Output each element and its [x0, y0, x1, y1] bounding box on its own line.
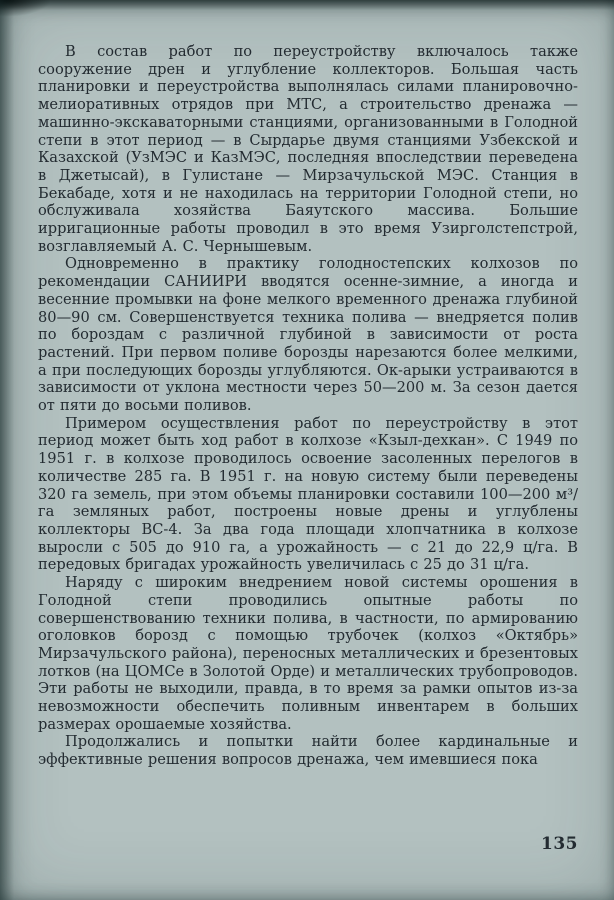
paragraph: Одновременно в практику голодностепских колхозов по рекомендации САНИИРИ вводятся осенне-зимние, а иногда и весенние промывки на фоне мелкого временного дренажа глубиной 80—90 см. Совершенствуется техника полива — внедряется полив по бороздам с различной глубиной в зависимости от роста растений. При первом поливе борозды нарезаются более мелкими, а при последующих борозды углубляются. Ок-арыки устраиваются в зависимости от уклона местности через 50—200 м. За сезон дается от пяти до восьми поливов.	[38, 255, 578, 415]
paragraph: В состав работ по переустройству включалось также сооружение дрен и углубление коллекторов. Большая часть планировки и переустройства выполнялась силами планировочно-мелиоративных отрядов при МТС, а строительство дренажа — машинно-экскаваторными станциями, организованными в Голодной степи в этот период — в Сырдарье двумя станциями Узбекской и Казахской (УзМЭС и КазМЭС, последняя впоследствии переведена в Джетысай), в Гулистане — Мирзачульской МЭС. Станция в Бекабаде, хотя и не находилась на территории Голодной степи, но обслуживала хозяйства Баяутского массива. Большие ирригационные работы проводил в это время Узирголстепстрой, возглавляемый А. С. Чернышевым.	[38, 43, 578, 255]
paragraph: Примером осуществления работ по переустройству в этот период может быть ход работ в колхозе «Кзыл-дехкан». С 1949 по 1951 г. в колхозе проводилось освоение засоленных перелогов в количестве 285 га. В 1951 г. на новую систему были переведены 320 га земель, при этом объемы планировки составили 100—200 м³/га земляных работ, построены новые дрены и углублены коллекторы ВС-4. За два года площади хлопчатника в колхозе выросли с 505 до 910 га, а урожайность — с 21 до 22,9 ц/га. В передовых бригадах урожайность увеличилась с 25 до 31 ц/га.	[38, 414, 578, 574]
scan-artifact-top-edge	[0, 0, 614, 10]
scan-artifact-left-edge	[0, 0, 14, 900]
page-number: 135	[541, 834, 578, 854]
page-text-block	[38, 43, 578, 769]
paragraph: Продолжались и попытки найти более кардинальные и эффективные решения вопросов дренажа, чем имевшиеся пока	[38, 733, 578, 769]
scan-artifact-top-left-corner	[0, 0, 64, 24]
paragraph: Наряду с широким внедрением новой системы орошения в Голодной степи проводились опытные работы по совершенствованию техники полива, в частности, по армированию оголовков борозд с помощью трубочек (колхоз «Октябрь» Мирзачульского района), переносных металлических и брезентовых лотков (на ЦОМСе в Золотой Орде) и металлических трубопроводов. Эти работы не выходили, правда, в то время за рамки опытов из-за невозможности обеспечить поливным инвентарем в больших размерах орошаемые хозяйства.	[38, 574, 578, 733]
